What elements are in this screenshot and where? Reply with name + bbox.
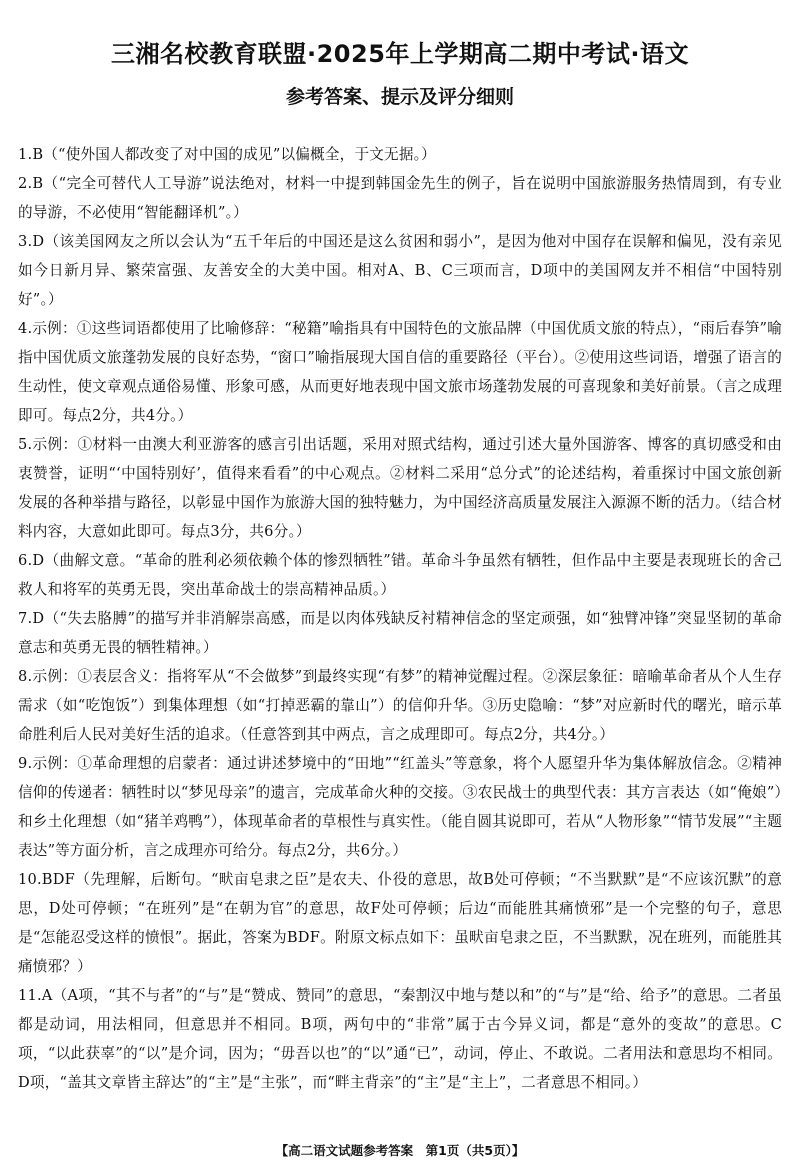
- answer-item-6: [18, 546, 782, 604]
- answer-number: 8.: [18, 668, 33, 685]
- document-title: 三湘名校教育联盟·2025年上学期高二期中考试·语文: [110, 40, 690, 68]
- answer-item-4: [18, 314, 782, 430]
- answer-text: 示例：①表层含义：指将军从“不会做梦”到最终实现“有梦”的精神觉醒过程。②深层象征：暗喻革命者从个人生存需求（如“吃饱饭”）到集体理想（如“打掉恶霸的靠山”）的信仰升华。③历史隐喻：“梦”对应新时代的曙光，暗示革命胜利后人民对美好生活的追求。（任意答到其中两点，言之成理即可。每点2分，共4分。）: [18, 668, 782, 743]
- answer-text: （A项，“其不与者”的“与”是“赞成、赞同”的意思，“秦割汉中地与楚以和”的“与”是“给、给予”的意思。二者虽都是动词，用法相同，但意思并不相同。B项，两句中的“非常”属于古今异义词，都是“意外的变故”的意思。C项，“以此获辜”的“以”是介词，因为；“毋吾以也”的“以”通“已”，动词，停止、不敢说。二者用法和意思均不相同。D项，“盖其文章皆主辞达”的“主”是“主张”，而“畔主背亲”的“主”是“主上”，二者意思不相同。）: [18, 987, 782, 1091]
- answer-number: 9.: [18, 755, 33, 772]
- answer-text: （曲解文意。“革命的胜利必须依赖个体的惨烈牺牲”错。革命斗争虽然有牺牲，但作品中主要是表现班长的舍己救人和将军的英勇无畏，突出革命战士的崇高精神品质。）: [18, 552, 782, 598]
- answer-number: 1.B: [18, 146, 44, 163]
- answer-number: 6.D: [18, 552, 45, 569]
- answer-number: 10.BDF: [18, 871, 75, 888]
- answer-text: （“失去胳膊”的描写并非消解崇高感，而是以肉体残缺反衬精神信念的坚定顽强，如“独臂冲锋”突显坚韧的革命意志和英勇无畏的牺牲精神。）: [18, 610, 782, 656]
- answer-number: 5.: [18, 436, 33, 453]
- answer-list: [18, 140, 782, 1097]
- answer-number: 11.A: [18, 987, 53, 1004]
- answer-text: 示例：①这些词语都使用了比喻修辞：“秘籍”喻指具有中国特色的文旅品牌（中国优质文旅的特点），“雨后春笋”喻指中国优质文旅蓬勃发展的良好态势，“窗口”喻指展现大国自信的重要路径（平台）。②使用这些词语，增强了语言的生动性，使文章观点通俗易懂、形象可感，从而更好地表现中国文旅市场蓬勃发展的可喜现象和美好前景。（言之成理即可。每点2分，共4分。）: [18, 320, 782, 424]
- answer-item-9: [18, 749, 782, 865]
- answer-text: 示例：①材料一由澳大利亚游客的感言引出话题，采用对照式结构，通过引述大量外国游客、博客的真切感受和由衷赞誉，证明“‘中国特别好’，值得来看看”的中心观点。②材料二采用“总分式”的论述结构，着重探讨中国文旅创新发展的各种举措与路径，以彰显中国作为旅游大国的独特魅力，为中国经济高质量发展注入源源不断的活力。（结合材料内容，大意如此即可。每点3分，共6分。）: [18, 436, 782, 540]
- answer-text: （“完全可替代人工导游”说法绝对，材料一中提到韩国金先生的例子，旨在说明中国旅游服务热情周到，有专业的导游，不必使用“智能翻译机”。）: [18, 175, 782, 221]
- answer-item-3: [18, 227, 782, 314]
- answer-item-11: [18, 981, 782, 1097]
- answer-item-2: [18, 169, 782, 227]
- answer-item-8: [18, 662, 782, 749]
- answer-number: 2.B: [18, 175, 44, 192]
- page-footer: 【高二语文试题参考答案 第1页（共5页）】: [275, 1143, 525, 1158]
- answer-text: 示例：①革命理想的启蒙者：通过讲述梦境中的“田地”“红盖头”等意象，将个人愿望升华为集体解放信念。②精神信仰的传递者：牺牲时以“梦见母亲”的遗言，完成革命火种的交接。③农民战士的典型代表：其方言表达（如“俺娘”）和乡土化理想（如“猪羊鸡鸭”），体现革命者的草根性与真实性。（能自圆其说即可，若从“人物形象”“情节发展”“主题表达”等方面分析，言之成理亦可给分。每点2分，共6分。）: [18, 755, 782, 859]
- answer-text: （该美国网友之所以会认为“五千年后的中国还是这么贫困和弱小”，是因为他对中国存在误解和偏见，没有亲见如今日新月异、繁荣富强、友善安全的大美中国。相对A、B、C三项而言，D项中的美国网友并不相信“中国特别好”。）: [18, 233, 782, 308]
- answer-text: （先理解，后断句。“畎亩皂隶之臣”是农夫、仆役的意思，故B处可停顿；“不当默默”是“不应该沉默”的意思，D处可停顿；“在班列”是“在朝为官”的意思，故F处可停顿；后边“而能胜其痛愤邪”是一个完整的句子，意思是“怎能忍受这样的愤恨”。据此，答案为BDF。附原文标点如下：虽畎亩皂隶之臣，不当默默，况在班列，而能胜其痛愤邪？）: [18, 871, 782, 975]
- answer-item-5: [18, 430, 782, 546]
- answer-text: （“使外国人都改变了对中国的成见”以偏概全，于文无据。）: [43, 146, 436, 163]
- answer-number: 4.: [18, 320, 33, 337]
- answer-item-1: [18, 140, 782, 169]
- answer-item-10: [18, 865, 782, 981]
- answer-number: 7.D: [18, 610, 45, 627]
- answer-number: 3.D: [18, 233, 45, 250]
- document-subtitle: 参考答案、提示及评分细则: [285, 86, 514, 108]
- answer-item-7: [18, 604, 782, 662]
